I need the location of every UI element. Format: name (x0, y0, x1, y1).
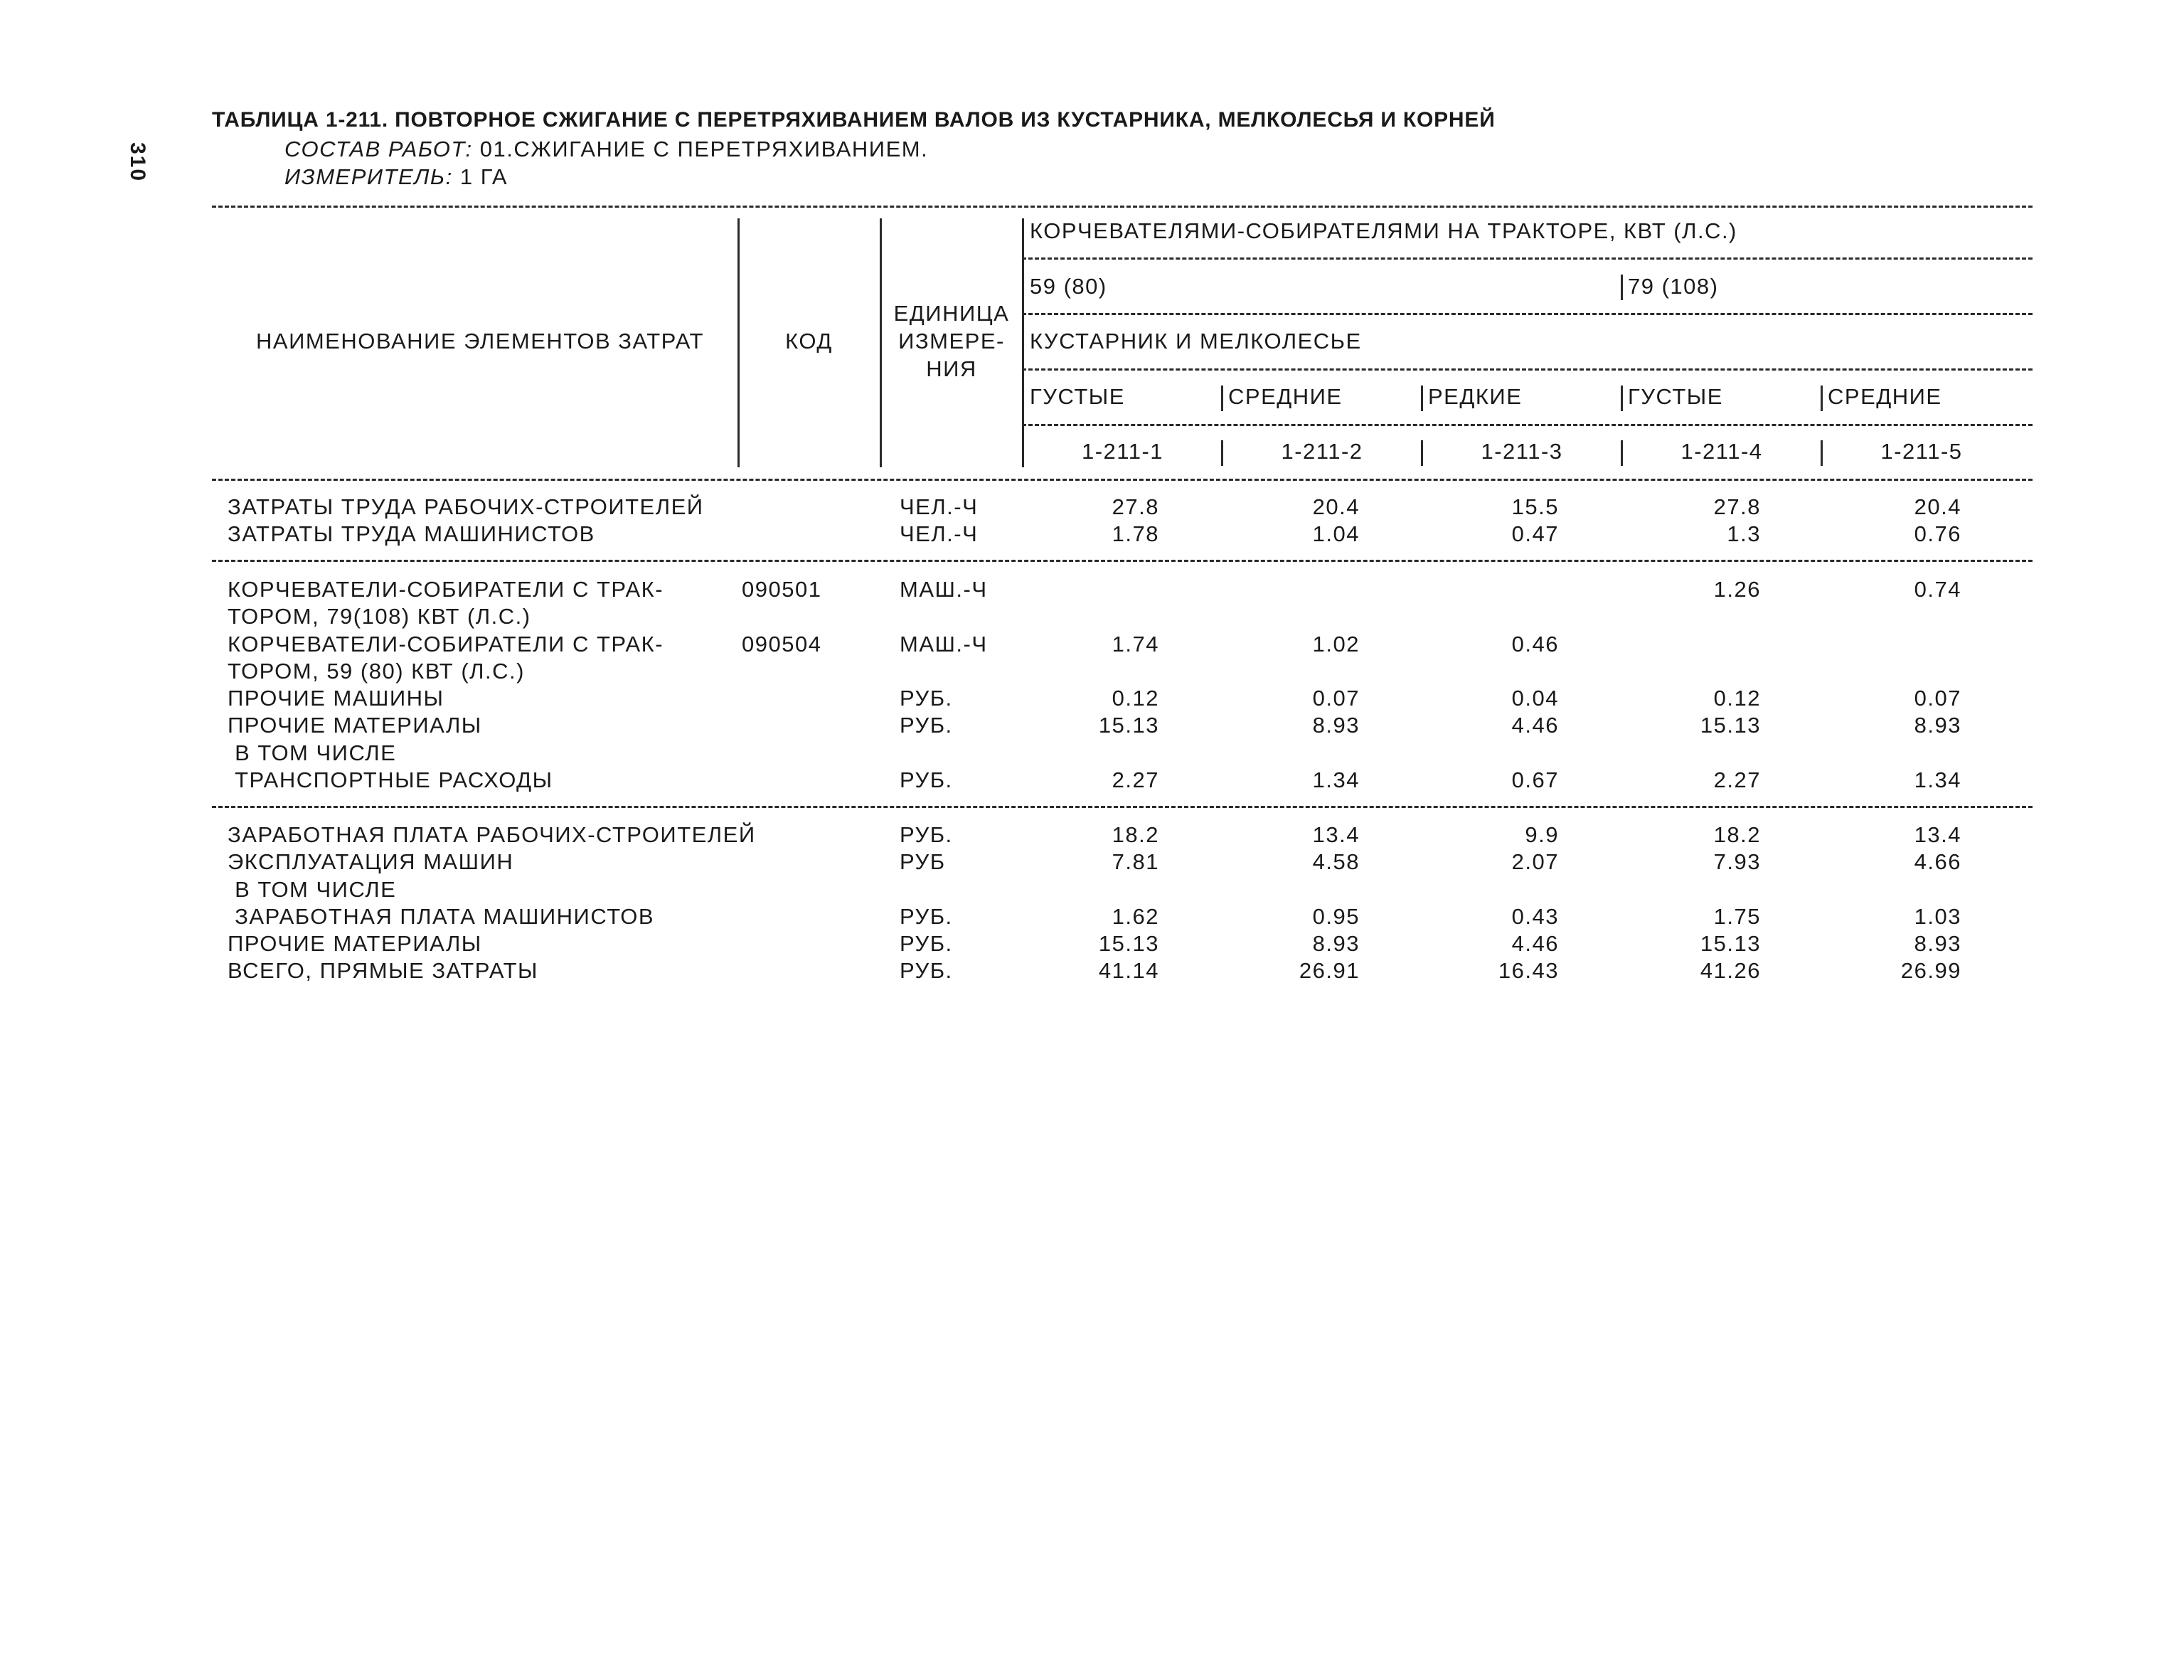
row-code: 090504 (742, 632, 822, 656)
row-value: 18.2 (1112, 822, 1159, 847)
row-name: В ТОМ ЧИСЛЕ (228, 740, 397, 765)
row-value: 1.74 (1112, 632, 1159, 656)
column-separator (880, 218, 882, 467)
row-value: 0.12 (1713, 686, 1761, 711)
header-rule (1022, 368, 2033, 371)
row-value: 18.2 (1713, 822, 1761, 847)
row-value: 20.4 (1914, 494, 1961, 519)
row-value: 0.04 (1511, 686, 1559, 711)
row-name: ЗАРАБОТНАЯ ПЛАТА РАБОЧИХ-СТРОИТЕЛЕЙ (228, 822, 756, 847)
header-group: КОРЧЕВАТЕЛЯМИ-СОБИРАТЕЛЯМИ НА ТРАКТОРЕ, КВТ (Л.С.) (1030, 218, 1737, 243)
column-separator (1621, 275, 1623, 300)
row-unit: ЧЕЛ.-Ч (900, 494, 979, 519)
section-rule (212, 806, 2033, 808)
header-bottom-rule (212, 479, 2033, 481)
row-unit: РУБ (900, 849, 946, 874)
row-value: 1.02 (1312, 632, 1360, 656)
row-value: 8.93 (1914, 931, 1961, 956)
row-value: 15.5 (1511, 494, 1559, 519)
table-title: ТАБЛИЦА 1-211. ПОВТОРНОЕ СЖИГАНИЕ С ПЕРЕТРЯХИВАНИЕМ ВАЛОВ ИЗ КУСТАРНИКА, МЕЛКОЛЕСЬЯ И КОРНЕЙ (212, 108, 1496, 132)
column-separator (1821, 386, 1823, 411)
row-name: ТОРОМ, 59 (80) КВТ (Л.С.) (228, 659, 525, 684)
header-density: РЕДКИЕ (1428, 384, 1523, 409)
row-name: ЭКСПЛУАТАЦИЯ МАШИН (228, 849, 514, 874)
row-value: 7.81 (1112, 849, 1159, 874)
composition-value: 01.СЖИГАНИЕ С ПЕРЕТРЯХИВАНИЕМ. (479, 137, 929, 161)
row-unit: МАШ.-Ч (900, 577, 988, 602)
row-value: 15.13 (1700, 931, 1761, 956)
row-name: ПРОЧИЕ МАТЕРИАЛЫ (228, 931, 482, 956)
row-name: ЗАРАБОТНАЯ ПЛАТА МАШИНИСТОВ (228, 904, 655, 929)
header-rule (1022, 424, 2033, 426)
page-number: 310 (126, 142, 149, 183)
header-density: ГУСТЫЕ (1628, 384, 1723, 409)
row-value: 1.3 (1727, 521, 1761, 546)
row-value: 0.95 (1312, 904, 1360, 929)
header-unit-line: ИЗМЕРЕ- (898, 329, 1005, 353)
row-value: 4.58 (1312, 849, 1360, 874)
row-value: 27.8 (1112, 494, 1159, 519)
row-value: 26.91 (1299, 958, 1360, 983)
row-value: 13.4 (1914, 822, 1961, 847)
row-value: 0.74 (1914, 577, 1961, 602)
row-unit: РУБ. (900, 931, 953, 956)
header-rule (1022, 257, 2033, 260)
header-norm-code: 1-211-3 (1481, 439, 1563, 464)
header-rule (1022, 313, 2033, 315)
row-value: 26.99 (1900, 958, 1961, 983)
row-value: 1.04 (1312, 521, 1360, 546)
row-value: 8.93 (1312, 713, 1360, 738)
row-name: В ТОМ ЧИСЛЕ (228, 877, 397, 902)
table-top-rule (212, 206, 2033, 208)
composition-label: СОСТАВ РАБОТ: (284, 137, 473, 161)
row-code: 090501 (742, 577, 822, 602)
row-value: 2.27 (1713, 767, 1761, 792)
row-value: 16.43 (1498, 958, 1559, 983)
row-unit: МАШ.-Ч (900, 632, 988, 656)
header-norm-code: 1-211-4 (1680, 439, 1763, 464)
row-value: 20.4 (1312, 494, 1360, 519)
row-name: ТОРОМ, 79(108) КВТ (Л.С.) (228, 604, 531, 629)
measure-value: 1 ГА (459, 164, 508, 189)
column-separator (1421, 386, 1423, 411)
header-material: КУСТАРНИК И МЕЛКОЛЕСЬЕ (1030, 329, 1362, 353)
row-value: 1.78 (1112, 521, 1159, 546)
row-name: ЗАТРАТЫ ТРУДА РАБОЧИХ-СТРОИТЕЛЕЙ (228, 494, 704, 519)
row-name: ЗАТРАТЫ ТРУДА МАШИНИСТОВ (228, 521, 595, 546)
measure-unit (284, 164, 508, 191)
header-name-column: НАИМЕНОВАНИЕ ЭЛЕМЕНТОВ ЗАТРАТ (256, 329, 704, 353)
row-value: 1.62 (1112, 904, 1159, 929)
row-value: 41.26 (1700, 958, 1761, 983)
column-separator (737, 218, 740, 467)
row-value: 0.12 (1112, 686, 1159, 711)
row-value: 27.8 (1713, 494, 1761, 519)
row-value: 1.34 (1914, 767, 1961, 792)
row-value: 13.4 (1312, 822, 1360, 847)
header-power-79: 79 (108) (1628, 274, 1719, 299)
row-unit: РУБ. (900, 822, 953, 847)
header-norm-code: 1-211-2 (1281, 439, 1363, 464)
row-value: 0.46 (1511, 632, 1559, 656)
row-value: 2.27 (1112, 767, 1159, 792)
column-separator (1022, 218, 1024, 467)
row-name: ТРАНСПОРТНЫЕ РАСХОДЫ (228, 767, 553, 792)
row-unit: РУБ. (900, 904, 953, 929)
row-value: 0.67 (1511, 767, 1559, 792)
row-value: 4.66 (1914, 849, 1961, 874)
row-name: КОРЧЕВАТЕЛИ-СОБИРАТЕЛИ С ТРАК- (228, 632, 664, 656)
header-norm-code: 1-211-1 (1081, 439, 1164, 464)
row-unit: РУБ. (900, 713, 953, 738)
row-value: 0.07 (1312, 686, 1360, 711)
row-value: 0.43 (1511, 904, 1559, 929)
header-density: СРЕДНИЕ (1228, 384, 1343, 409)
row-value: 8.93 (1312, 931, 1360, 956)
row-value: 1.26 (1713, 577, 1761, 602)
measure-label: ИЗМЕРИТЕЛЬ: (284, 164, 453, 189)
column-separator (1621, 386, 1623, 411)
row-name: КОРЧЕВАТЕЛИ-СОБИРАТЕЛИ С ТРАК- (228, 577, 664, 602)
row-value: 1.34 (1312, 767, 1360, 792)
row-value: 4.46 (1511, 931, 1559, 956)
header-norm-code: 1-211-5 (1880, 439, 1963, 464)
row-value: 15.13 (1098, 713, 1159, 738)
row-value: 1.03 (1914, 904, 1961, 929)
section-rule (212, 560, 2033, 562)
row-value: 15.13 (1098, 931, 1159, 956)
work-composition (284, 136, 928, 163)
row-name: ПРОЧИЕ МАШИНЫ (228, 686, 444, 711)
row-value: 1.75 (1713, 904, 1761, 929)
row-value: 41.14 (1098, 958, 1159, 983)
row-unit: РУБ. (900, 686, 953, 711)
row-value: 15.13 (1700, 713, 1761, 738)
row-value: 0.47 (1511, 521, 1559, 546)
header-density: ГУСТЫЕ (1030, 384, 1125, 409)
row-value: 8.93 (1914, 713, 1961, 738)
row-name: ВСЕГО, ПРЯМЫЕ ЗАТРАТЫ (228, 958, 538, 983)
header-unit-line: НИЯ (926, 356, 977, 381)
row-value: 7.93 (1713, 849, 1761, 874)
header-power-59: 59 (80) (1030, 274, 1107, 299)
row-unit: РУБ. (900, 767, 953, 792)
row-name: ПРОЧИЕ МАТЕРИАЛЫ (228, 713, 482, 738)
row-value: 0.07 (1914, 686, 1961, 711)
row-value: 9.9 (1525, 822, 1559, 847)
column-separator (1221, 386, 1223, 411)
row-value: 4.46 (1511, 713, 1559, 738)
row-unit: РУБ. (900, 958, 953, 983)
row-value: 2.07 (1511, 849, 1559, 874)
header-density: СРЕДНИЕ (1828, 384, 1942, 409)
header-unit-line: ЕДИНИЦА (893, 301, 1010, 326)
row-value: 0.76 (1914, 521, 1961, 546)
row-unit: ЧЕЛ.-Ч (900, 521, 979, 546)
header-code-column: КОД (785, 329, 833, 353)
